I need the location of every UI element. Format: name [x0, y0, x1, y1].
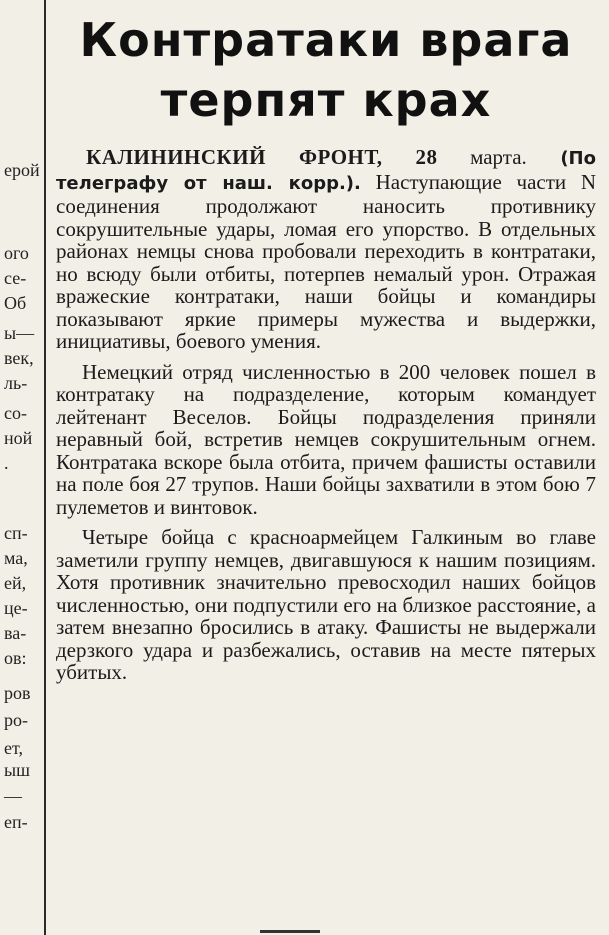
edge-text-fragment: ого	[4, 243, 29, 263]
headline-line-1: Контратаки врага	[79, 13, 573, 67]
paragraph-3: Четыре бойца с красноармейцем Галкиным во главе заметили группу немцев, двигавшуюся к нашим позициям. Хотя противник значительно превосходил наших бойцов численностью, они подпустили его на близкое расстояние, а затем внезапно бросились в атаку. Фашисты не выдержали дерзкого удара и разбежались, оставив на месте пятерых убитых.	[56, 525, 596, 684]
paragraph-2: Немецкий отряд численностью в 200 человек пошел в контратаку на подразделение, которым командует лейтенант Веселов. Бойцы подразделения приняли неравный бой, встретив немцев сокрушительным огнем. Контратака вскоре была отбита, причем фашисты оставили на поле боя 27 трупов. Наши бойцы захватили в этом бою 7 пулеметов и винтовок.	[56, 359, 596, 519]
column-divider	[44, 0, 46, 935]
edge-text-fragment: ы—	[4, 323, 35, 343]
paragraph-1-text: Наступающие части N соединения продолжают наносить противнику сокрушительные удары, ломая его упорство. В отдельных районах немцы снова пробовали переходить в контратаки, но всюду были отбиты, потерпев немалый урон. Отражая вражеские контратаки, наши бойцы и командиры показывают яркие примеры мужества и выдержки, инициативы, боевого умения.	[56, 169, 597, 353]
edge-text-fragment: ет,	[4, 738, 24, 758]
adjacent-column-fragment	[0, 0, 44, 935]
edge-text-fragment: .	[4, 453, 9, 473]
edge-text-fragment: Об	[4, 293, 27, 313]
edge-text-fragment: ров	[4, 683, 31, 703]
edge-text-fragment: век,	[4, 348, 34, 368]
news-article	[56, 10, 596, 692]
dateline-month: марта.	[437, 145, 527, 169]
edge-text-fragment: ма,	[4, 548, 28, 568]
edge-text-fragment: це-	[4, 598, 28, 618]
dateline: КАЛИНИНСКИЙ ФРОНТ, 28	[86, 145, 438, 169]
article-body	[56, 146, 596, 684]
edge-text-fragment: сп-	[4, 523, 28, 543]
edge-text-fragment: ль-	[4, 373, 28, 393]
edge-text-fragment: ей,	[4, 573, 27, 593]
edge-text-fragment: ерой	[4, 160, 40, 180]
edge-text-fragment: ро-	[4, 710, 28, 730]
edge-text-fragment: ов:	[4, 648, 27, 668]
headline-line-2: терпят крах	[160, 73, 492, 127]
edge-text-fragment: се-	[4, 268, 27, 288]
edge-text-fragment: ной	[4, 428, 33, 448]
source-credit: (По телеграфу от наш. корр.).	[56, 148, 596, 194]
headline	[56, 10, 596, 130]
bottom-rule-fragment	[260, 930, 320, 933]
edge-text-fragment: —	[4, 786, 22, 806]
edge-text-fragment: ыш	[4, 760, 30, 780]
edge-text-fragment: ва-	[4, 623, 27, 643]
paragraph-1	[56, 146, 596, 353]
edge-text-fragment: со-	[4, 403, 27, 423]
edge-text-fragment: еп-	[4, 812, 28, 832]
